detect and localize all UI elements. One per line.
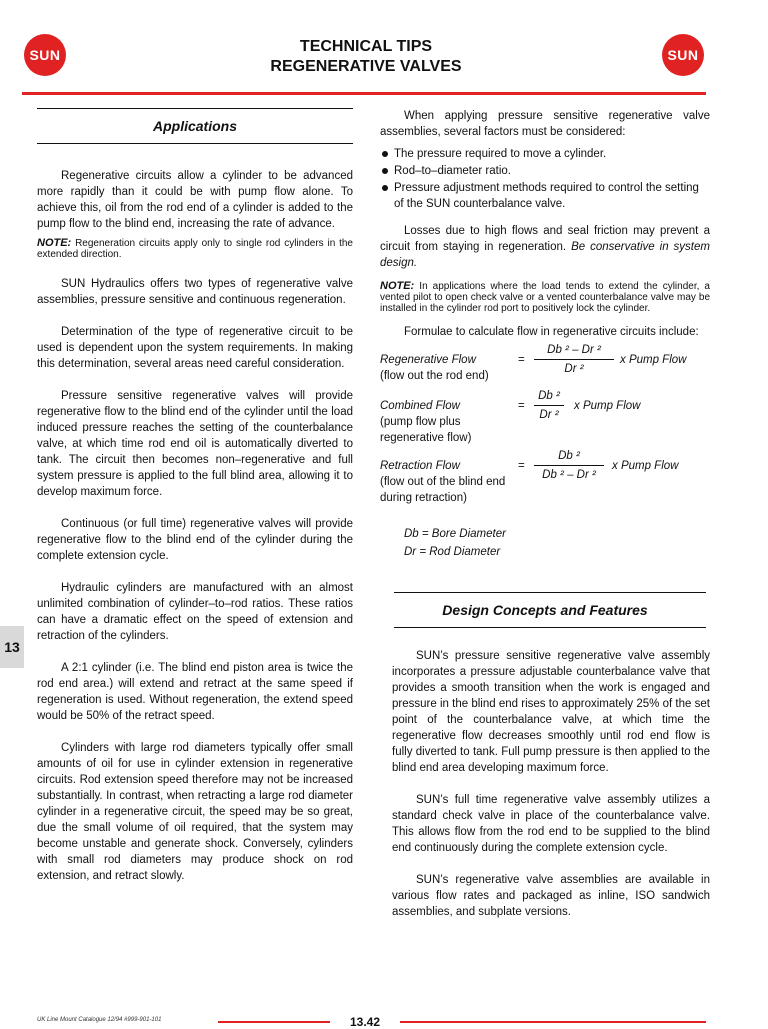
pump-flow-term: x Pump Flow	[574, 400, 641, 412]
paragraph: A 2:1 cylinder (i.e. The blind end piston area is twice the rod end area.) will extend and retract at the same speed if regeneration is used. Without regeneration, the extend speed would be 50% of the retract speed.	[37, 662, 353, 722]
note	[37, 238, 353, 260]
formula-block	[380, 344, 710, 524]
pump-flow-term: x Pump Flow	[612, 460, 679, 472]
regen-sublabel: (flow out the rod end)	[380, 370, 489, 382]
footer-rule-right	[400, 1021, 706, 1023]
list-item: Rod–to–diameter ratio.	[380, 163, 710, 179]
rod-definition: Dr = Rod Diameter	[404, 546, 501, 558]
pump-flow-term: x Pump Flow	[620, 354, 687, 366]
paragraph	[380, 223, 710, 271]
regen-denominator: Dr ²	[564, 363, 584, 375]
factors-list	[380, 146, 710, 212]
sun-logo-right: SUN	[662, 34, 704, 76]
list-item: Pressure adjustment methods required to control the setting of the SUN counterbalance valve.	[380, 180, 710, 212]
design-concepts-heading: Design Concepts and Features	[442, 602, 648, 618]
retract-fraction	[534, 448, 604, 483]
combined-sublabel-2: regenerative flow)	[380, 432, 472, 444]
paragraph: Regenerative circuits allow a cylinder to be advanced more rapidly than it could be with pump flow alone. To achieve this, oil from the rod end of a cylinder is added to the pump flow to the blind end, increasing the rate of advance.	[37, 170, 353, 230]
retract-denominator: Db ² – Dr ²	[542, 469, 596, 481]
combined-fraction	[534, 388, 564, 423]
regen-numerator: Db ² – Dr ²	[547, 344, 601, 356]
bore-definition: Db = Bore Diameter	[404, 528, 506, 540]
paragraph: Cylinders with large rod diameters typically offer small amounts of oil for use in cylinder extension in regenerative circuits. Rod extension speed therefore may not be increased substantially. In contrast, when retracting a large rod diameter cylinder in a regenerative circuit, the speed may be so great, due the small volume of oil required, that the system may become unstable and generate shock. Conversely, cylinders with small rod diameters may produce shock on rod extension, and retract slowly.	[37, 742, 353, 882]
paragraph: Hydraulic cylinders are manufactured with an almost unlimited combination of cylinder–to–rod ratios. These ratios can have a dramatic effect on the speed of extension and retraction of the cylinders.	[37, 582, 353, 642]
footer-rule-left	[218, 1021, 330, 1023]
retract-label: Retraction Flow	[380, 460, 460, 472]
header-divider	[22, 92, 706, 95]
regen-label: Regenerative Flow	[380, 354, 476, 366]
emphasis-text: Be conservative in system design.	[380, 241, 710, 269]
retract-sublabel-1: (flow out of the blind end	[380, 476, 506, 488]
combined-numerator: Db ²	[538, 390, 560, 402]
sun-logo-left: SUN	[24, 34, 66, 76]
equals-sign: =	[518, 460, 525, 472]
retract-numerator: Db ²	[558, 450, 580, 462]
left-column	[37, 108, 353, 884]
note-label: NOTE:	[37, 237, 72, 249]
page-title-line2: REGENERATIVE VALVES	[270, 58, 462, 75]
paragraph: When applying pressure sensitive regenerative valve assemblies, several factors must be considered:	[380, 110, 710, 138]
section-rule-top	[394, 592, 706, 593]
combined-label: Combined Flow	[380, 400, 460, 412]
note-text: In applications where the load tends to extend the cylinder, a vented pilot to open check valve or a vented counterbalance valve may be installed in the cylinder rod port to positively lock the cylinder.	[380, 281, 710, 314]
paragraph: SUN’s full time regenerative valve assembly utilizes a standard check valve in place of the counterbalance valve. This allows flow from the rod end to be supplied to the blind end continuously during the complete extension cycle.	[392, 794, 710, 854]
catalog-reference: UK Line Mount Catalogue 12/94 #999-901-101	[37, 1017, 162, 1023]
paragraph: Continuous (or full time) regenerative valves will provide regenerative flow to the blind end of the cylinder during the complete extension cycle.	[37, 518, 353, 562]
paragraph: SUN’s pressure sensitive regenerative valve assembly incorporates a pressure adjustable counterbalance valve that provides a smooth transition when the work is engaged and pressure in the blind end rises to approximately 25% of the set point of the counterbalance valve, at which time the regenerative flow decreases smoothly until rod end flow is fully diverted to tank. Full pump pressure is then applied to the blind end area developing maximum force.	[392, 650, 710, 774]
formula-intro: Formulae to calculate flow in regenerative circuits include:	[404, 326, 699, 338]
note-text: Regeneration circuits apply only to single rod cylinders in the extended direction.	[37, 238, 353, 260]
note-label: NOTE:	[380, 280, 415, 292]
section-rule-top	[37, 108, 353, 109]
fraction-bar	[534, 359, 614, 360]
combined-sublabel-1: (pump flow plus	[380, 416, 461, 428]
right-column	[380, 108, 710, 920]
section-tab: 13	[0, 626, 24, 668]
fraction-bar	[534, 405, 564, 406]
paragraph: Pressure sensitive regenerative valves will provide regenerative flow to the blind end of the cylinder until the load induced pressure reaches the setting of the counterbalance valve, at which time rod end oil is automatically diverted to tank. The circuit then becomes non–regenerative and full system pressure is applied to the full blind area, allowing it to develop maximum force.	[37, 390, 353, 498]
page-title-line1: TECHNICAL TIPS	[299, 38, 433, 55]
paragraph: Determination of the type of regenerative circuit to be used is dependent upon the system requirements. In making this determination, several areas need careful consideration.	[37, 326, 353, 370]
paragraph: SUN Hydraulics offers two types of regenerative valve assemblies, pressure sensitive and continuous regeneration.	[37, 278, 353, 306]
list-item: The pressure required to move a cylinder.	[380, 146, 710, 162]
combined-denominator: Dr ²	[539, 409, 559, 421]
regen-fraction	[534, 342, 614, 377]
retract-sublabel-2: during retraction)	[380, 492, 467, 504]
equals-sign: =	[518, 400, 525, 412]
page-number: 13.42	[349, 1015, 381, 1029]
paragraph: SUN’s regenerative valve assemblies are available in various flow rates and packaged as inline, ISO sandwich assemblies, and subplate versions.	[392, 874, 710, 918]
note	[380, 281, 710, 314]
paragraph-text: Losses due to high flows and seal friction may prevent a circuit from staying in regeneration.	[380, 225, 710, 253]
applications-heading: Applications	[152, 118, 237, 134]
equals-sign: =	[518, 354, 525, 366]
fraction-bar	[534, 465, 604, 466]
